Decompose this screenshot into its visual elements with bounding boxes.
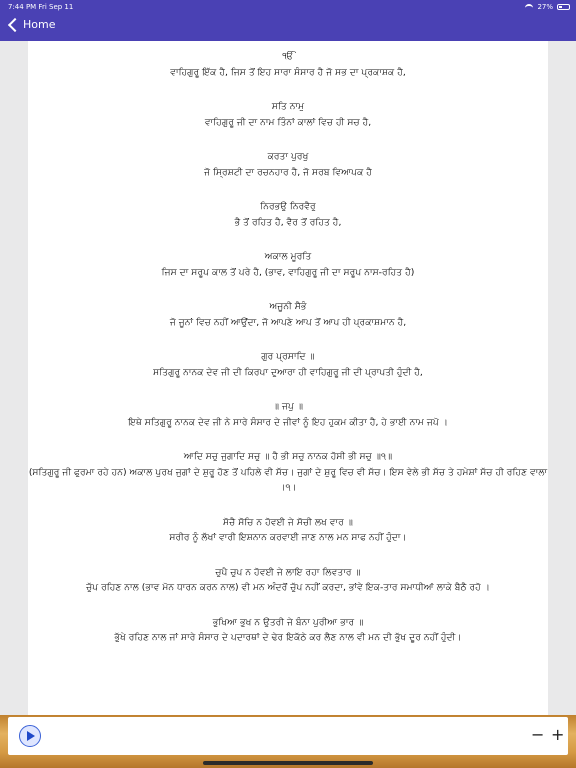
verse-meaning: ਵਾਹਿਗੁਰੂ ਇੱਕ ਹੈ, ਜਿਸ ਤੋਂ ਇਹ ਸਾਰਾ ਸੰਸਾਰ ਹੈ ਜੋ ਸਭ ਦਾ ਪ੍ਰਕਾਸ਼ਕ ਹੈ, <box>170 66 406 78</box>
verse-item <box>28 149 548 180</box>
verse-item <box>28 249 548 280</box>
chevron-left-icon <box>8 17 22 31</box>
zoom-out-button[interactable]: − <box>531 725 545 744</box>
verse-item <box>28 565 548 596</box>
battery-icon <box>557 4 570 10</box>
verse-meaning: ਵਾਹਿਗੁਰੂ ਜੀ ਦਾ ਨਾਮ ਤਿੰਨਾਂ ਕਾਲਾਂ ਵਿਚ ਹੀ ਸਚ ਹੈ, <box>204 116 372 128</box>
verse-meaning: ਇਥੇ ਸਤਿਗੁਰੂ ਨਾਨਕ ਦੇਵ ਜੀ ਨੇ ਸਾਰੇ ਸੰਸਾਰ ਦੇ ਜੀਵਾਂ ਨੂੰ ਇਹ ਹੁਕਮ ਕੀਤਾ ਹੈ, ਹੇ ਭਾਈ ਨਾਮ ਜਪੋ । <box>128 416 448 428</box>
verse-item <box>28 199 548 230</box>
status-right <box>525 3 570 11</box>
battery-percent: 27% <box>537 3 553 11</box>
verse-meaning: ਭੁੱਖੇ ਰਹਿਣ ਨਾਲ ਜਾਂ ਸਾਰੇ ਸੰਸਾਰ ਦੇ ਪਦਾਰਥਾਂ ਦੇ ਢੇਰ ਇਕੱਠੇ ਕਰ ਲੈਣ ਨਾਲ ਵੀ ਮਨ ਦੀ ਭੁੱਖ ਦੂਰ ਨਹੀਂ ਹੁੰਦੀ। <box>114 632 462 643</box>
verse-gurmukhi: ਭੁਖਿਆ ਭੁਖ ਨ ਉਤਰੀ ਜੇ ਬੰਨਾ ਪੁਰੀਆ ਭਾਰ ॥ <box>212 616 364 628</box>
verse-item <box>28 515 548 546</box>
verse-item <box>28 49 548 80</box>
home-indicator <box>203 761 373 765</box>
navigation-bar <box>0 14 576 41</box>
verse-gurmukhi: ਅਕਾਲ ਮੂਰਤਿ <box>264 251 312 262</box>
verse-meaning: ਜਿਸ ਦਾ ਸਰੂਪ ਕਾਲ ਤੋਂ ਪਰੇ ਹੈ, (ਭਾਵ, ਵਾਹਿਗੁਰੂ ਜੀ ਦਾ ਸਰੂਪ ਨਾਸ-ਰਹਿਤ ਹੈ) <box>161 266 415 278</box>
text-page[interactable] <box>28 41 548 715</box>
verse-meaning: ਸਤਿਗੁਰੂ ਨਾਨਕ ਦੇਵ ਜੀ ਦੀ ਕਿਰਪਾ ਦੁਆਰਾ ਹੀ ਵਾਹਿਗੁਰੂ ਜੀ ਦੀ ਪ੍ਰਾਪਤੀ ਹੁੰਦੀ ਹੈ, <box>153 366 423 378</box>
verse-meaning: ਜੋ ਜੂਨਾਂ ਵਿਚ ਨਹੀਂ ਆਉਂਦਾ, ਜੋ ਆਪਣੇ ਆਪ ਤੋਂ ਆਪ ਹੀ ਪ੍ਰਕਾਸ਼ਮਾਨ ਹੈ, <box>169 316 407 328</box>
zoom-in-button[interactable]: + <box>551 725 565 744</box>
verse-meaning: ਚੁੱਪ ਰਹਿਣ ਨਾਲ (ਭਾਵ ਮੋਨ ਧਾਰਨ ਕਰਨ ਨਾਲ) ਵੀ ਮਨ ਅੰਦਰੋਂ ਚੁੱਪ ਨਹੀਂ ਕਰਦਾ, ਭਾਂਵੇ ਇਕ-ਤਾਰ ਸਮਾਧੀਆਂ ਲਾਕੇ ਬੈਠੈ ਰਹੋ । <box>86 582 490 593</box>
player-bar-panel <box>8 717 568 755</box>
verse-item <box>28 399 548 430</box>
verse-item <box>28 449 548 496</box>
verse-gurmukhi: ਨਿਰਭਉ ਨਿਰਵੈਰੁ <box>260 201 316 212</box>
verse-item <box>28 349 548 380</box>
status-bar <box>0 0 576 14</box>
verse-item <box>28 99 548 130</box>
verse-gurmukhi: ਗੁਰ ਪ੍ਰਸਾਦਿ ॥ <box>261 351 315 362</box>
verse-meaning: (ਸਤਿਗੁਰੂ ਜੀ ਫੁਰਮਾ ਰਹੇ ਹਨ) ਅਕਾਲ ਪੁਰਖ ਜੁਗਾਂ ਦੇ ਸ਼ੁਰੂ ਹੋਣ ਤੋਂ ਪਹਿਲੇ ਵੀ ਸੱਚ। ਜੁਗਾਂ ਦੇ ਸ਼ੁਰੂ ਵਿਚ ਵੀ ਸੱਚ। ਇਸ ਵੇਲੇ ਭੀ ਸੱਚ ਤੇ ਹਮੇਸ਼ਾਂ ਸੱਚ ਹੀ ਰਹਿਣ ਵਾਲਾ ।੧। <box>28 466 548 493</box>
verse-item <box>28 615 548 646</box>
play-icon <box>27 731 35 741</box>
verse-gurmukhi: ਆਦਿ ਸਚੁ ਜੁਗਾਦਿ ਸਚੁ ॥ ਹੈ ਭੀ ਸਚੁ ਨਾਨਕ ਹੋਸੀ ਭੀ ਸਚੁ ॥੧॥ <box>183 451 393 462</box>
verse-list <box>28 49 548 665</box>
verse-meaning: ਸਰੀਰ ਨੂੰ ਲੱਖਾਂ ਵਾਰੀ ਇਸ਼ਨਾਨ ਕਰਵਾਈ ਜਾਣ ਨਾਲ ਮਨ ਸਾਫ ਨਹੀਂ ਹੁੰਦਾ। <box>169 532 407 543</box>
verse-item <box>28 299 548 330</box>
back-label: Home <box>23 18 56 31</box>
verse-gurmukhi: ॥ ਜਪੁ ॥ <box>272 401 304 412</box>
verse-meaning: ਭੈ ਤੋਂ ਰਹਿਤ ਹੈ, ਵੈਰ ਤੋਂ ਰਹਿਤ ਹੈ, <box>234 216 342 228</box>
verse-gurmukhi: ਸੋਚੈ ਸੋਚਿ ਨ ਹੋਵਈ ਜੇ ਸੋਚੀ ਲਖ ਵਾਰ ॥ <box>223 516 353 528</box>
verse-gurmukhi: ਚੁਪੈ ਚੁਪ ਨ ਹੋਵਈ ਜੇ ਲਾਇ ਰਹਾ ਲਿਵਤਾਰ ॥ <box>215 566 361 578</box>
verse-gurmukhi: ਅਜੂਨੀ ਸੈਭੰ <box>269 301 307 312</box>
play-button[interactable] <box>19 725 41 747</box>
verse-meaning: ਜੋ ਸ੍ਰਿਸ਼ਟੀ ਦਾ ਰਚਨਹਾਰ ਹੈ, ਜੋ ਸਰਬ ਵਿਆਪਕ ਹੈ <box>204 166 372 178</box>
wifi-icon <box>525 4 533 10</box>
verse-gurmukhi: ੴ <box>282 51 294 62</box>
verse-gurmukhi: ਸਤਿ ਨਾਮੁ <box>271 101 305 112</box>
verse-gurmukhi: ਕਰਤਾ ਪੁਰਖੁ <box>267 151 309 162</box>
back-button[interactable] <box>6 18 55 31</box>
status-time: 7:44 PM Fri Sep 11 <box>8 3 74 11</box>
